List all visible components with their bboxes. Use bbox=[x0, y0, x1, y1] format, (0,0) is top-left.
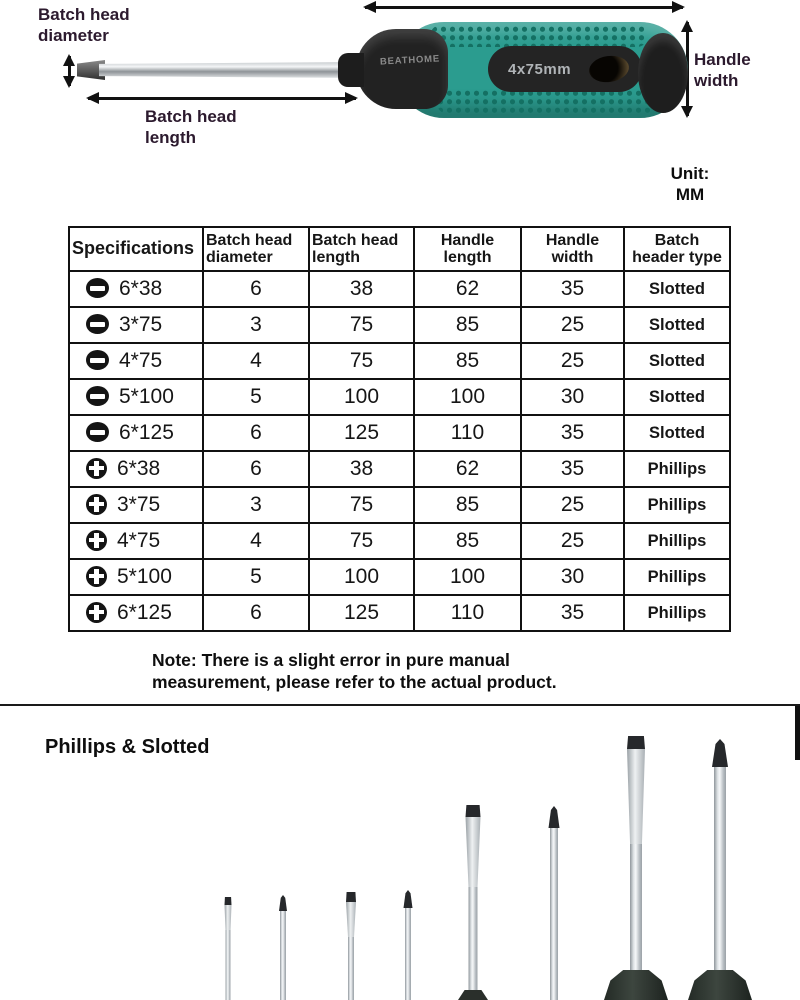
phillips-tip bbox=[279, 895, 287, 911]
value-cell: 85 bbox=[414, 487, 521, 523]
measurement-note: Note: There is a slight error in pure manual measurement, please refer to the actual product. bbox=[152, 650, 557, 693]
value-cell: 35 bbox=[521, 415, 624, 451]
value-cell: 5 bbox=[203, 559, 309, 595]
spec-value: 4*75 bbox=[119, 349, 163, 372]
blade-flare bbox=[225, 905, 232, 930]
value-cell: 62 bbox=[414, 451, 521, 487]
value-cell: 125 bbox=[309, 415, 414, 451]
column-header: Batch header type bbox=[624, 227, 730, 271]
brand-label: BEATHOME bbox=[379, 53, 441, 68]
screwdriver-phillips bbox=[549, 806, 560, 1000]
blade-flare bbox=[627, 749, 645, 844]
value-cell: 5 bbox=[203, 379, 309, 415]
screwdriver-shaft bbox=[348, 937, 354, 1000]
value-cell: 62 bbox=[414, 271, 521, 307]
column-header: Handle width bbox=[521, 227, 624, 271]
value-cell: 25 bbox=[521, 487, 624, 523]
type-cell: Phillips bbox=[624, 595, 730, 631]
phillips-tip bbox=[712, 739, 728, 767]
phillips-tip bbox=[549, 806, 560, 828]
value-cell: 110 bbox=[414, 415, 521, 451]
value-cell: 125 bbox=[309, 595, 414, 631]
phillips-tip bbox=[404, 890, 413, 908]
spec-value: 5*100 bbox=[117, 565, 172, 588]
value-cell: 75 bbox=[309, 487, 414, 523]
type-cell: Slotted bbox=[624, 379, 730, 415]
spec-value: 5*100 bbox=[119, 385, 174, 408]
value-cell: 6 bbox=[203, 595, 309, 631]
value-cell: 35 bbox=[521, 271, 624, 307]
value-cell: 75 bbox=[309, 343, 414, 379]
spec-value: 6*125 bbox=[117, 601, 172, 624]
screwdriver-shaft bbox=[226, 930, 231, 1000]
screwdriver-shaft bbox=[714, 767, 726, 1000]
value-cell: 6 bbox=[203, 451, 309, 487]
slotted-tip bbox=[225, 897, 232, 905]
screwdriver-slotted bbox=[627, 736, 645, 1000]
screwdriver-slotted bbox=[466, 805, 481, 1000]
screwdriver-phillips bbox=[279, 895, 287, 1000]
screwdriver-ferrule bbox=[458, 990, 488, 1000]
slotted-tip bbox=[466, 805, 481, 817]
spec-value: 6*38 bbox=[119, 277, 163, 300]
value-cell: 75 bbox=[309, 523, 414, 559]
value-cell: 30 bbox=[521, 379, 624, 415]
screwdriver-handle-top bbox=[688, 970, 752, 1000]
screwdriver-shaft bbox=[405, 908, 411, 1000]
slotted-tip bbox=[346, 892, 356, 902]
handle-width-label: Handle width bbox=[694, 50, 751, 90]
type-cell: Phillips bbox=[624, 559, 730, 595]
value-cell: 6 bbox=[203, 415, 309, 451]
value-cell: 30 bbox=[521, 559, 624, 595]
value-cell: 25 bbox=[521, 307, 624, 343]
type-cell: Slotted bbox=[624, 271, 730, 307]
column-header: Specifications bbox=[69, 227, 203, 271]
size-label: 4x75mm bbox=[508, 60, 572, 78]
spec-value: 6*38 bbox=[117, 457, 161, 480]
type-cell: Phillips bbox=[624, 451, 730, 487]
batch-head-length-label: Batch head length bbox=[145, 107, 237, 147]
screwdriver-shaft bbox=[550, 828, 558, 1000]
batch-head-diameter-label: Batch head diameter bbox=[38, 5, 130, 45]
value-cell: 100 bbox=[414, 559, 521, 595]
value-cell: 38 bbox=[309, 271, 414, 307]
screwdriver-phillips bbox=[712, 739, 728, 1000]
value-cell: 75 bbox=[309, 307, 414, 343]
screwdriver-shaft bbox=[280, 911, 286, 1000]
value-cell: 100 bbox=[414, 379, 521, 415]
value-cell: 100 bbox=[309, 559, 414, 595]
value-cell: 6 bbox=[203, 271, 309, 307]
value-cell: 85 bbox=[414, 343, 521, 379]
gallery-heading: Phillips & Slotted bbox=[45, 736, 210, 758]
spec-value: 4*75 bbox=[117, 529, 161, 552]
screwdriver-slotted bbox=[225, 897, 232, 1000]
screwdriver-slotted bbox=[346, 892, 356, 1000]
value-cell: 110 bbox=[414, 595, 521, 631]
value-cell: 85 bbox=[414, 523, 521, 559]
value-cell: 25 bbox=[521, 523, 624, 559]
screwdriver-shaft bbox=[469, 887, 478, 1000]
value-cell: 35 bbox=[521, 451, 624, 487]
value-cell: 38 bbox=[309, 451, 414, 487]
spec-value: 3*75 bbox=[117, 493, 161, 516]
type-cell: Phillips bbox=[624, 523, 730, 559]
value-cell: 3 bbox=[203, 487, 309, 523]
spec-value: 3*75 bbox=[119, 313, 163, 336]
column-header: Handle length bbox=[414, 227, 521, 271]
blade-flare bbox=[466, 817, 481, 887]
type-cell: Slotted bbox=[624, 415, 730, 451]
spec-value: 6*125 bbox=[119, 421, 174, 444]
screwdriver-phillips bbox=[404, 890, 413, 1000]
screwdriver-handle-top bbox=[604, 970, 668, 1000]
value-cell: 4 bbox=[203, 523, 309, 559]
blade-flare bbox=[346, 902, 356, 937]
column-header: Batch head diameter bbox=[203, 227, 309, 271]
column-header: Batch head length bbox=[309, 227, 414, 271]
value-cell: 85 bbox=[414, 307, 521, 343]
type-cell: Slotted bbox=[624, 343, 730, 379]
value-cell: 25 bbox=[521, 343, 624, 379]
slotted-tip bbox=[627, 736, 645, 749]
value-cell: 35 bbox=[521, 595, 624, 631]
value-cell: 4 bbox=[203, 343, 309, 379]
value-cell: 3 bbox=[203, 307, 309, 343]
value-cell: 100 bbox=[309, 379, 414, 415]
type-cell: Phillips bbox=[624, 487, 730, 523]
unit-note: Unit: MM bbox=[670, 164, 710, 205]
type-cell: Slotted bbox=[624, 307, 730, 343]
